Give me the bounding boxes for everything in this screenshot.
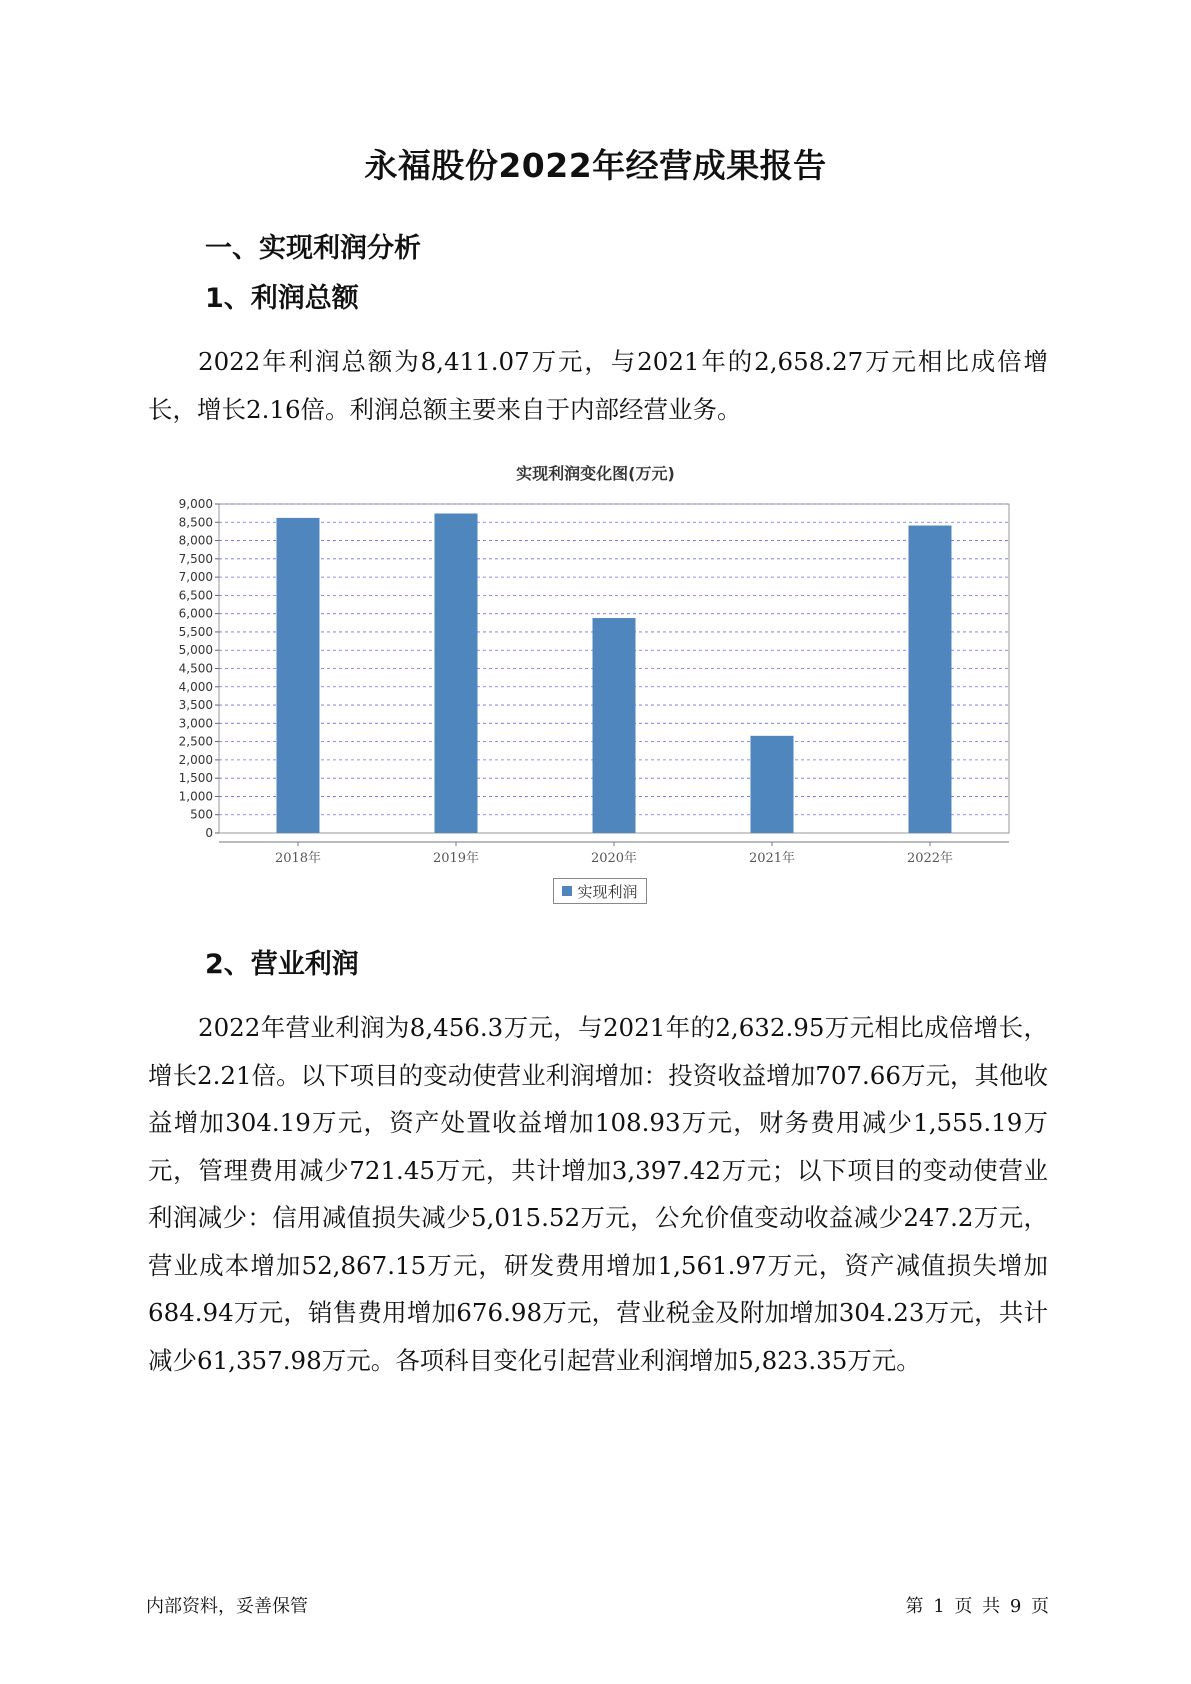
y-tick-label: 9,000 [178, 497, 213, 511]
bar-2019年 [435, 514, 478, 833]
y-tick-label: 3,000 [178, 716, 213, 731]
y-tick-label: 5,500 [178, 624, 213, 639]
y-tick-label: 1,000 [178, 789, 213, 804]
y-tick-label: 8,000 [178, 533, 213, 548]
paragraph-total-profit: 2022年利润总额为8,411.07万元，与2021年的2,658.27万元相比成倍增长，增长2.16倍。利润总额主要来自于内部经营业务。 [148, 347, 1048, 424]
y-tick-label: 2,000 [178, 752, 213, 767]
y-tick-label: 0 [205, 826, 213, 840]
y-tick-label: 8,500 [178, 515, 213, 530]
legend-label: 实现利润 [577, 882, 638, 901]
subheading-total-profit: 1、利润总额 [205, 283, 359, 314]
bar-2018年 [277, 518, 320, 833]
x-tick-label: 2018年 [274, 851, 322, 866]
y-tick-label: 2,500 [178, 734, 213, 749]
y-tick-label: 6,500 [178, 588, 213, 603]
subheading-operating-profit: 2、营业利润 [205, 949, 359, 980]
legend-swatch [562, 886, 572, 896]
document-title: 永福股份2022年经营成果报告 [364, 146, 827, 185]
chart-title: 实现利润变化图(万元) [516, 464, 675, 483]
paragraph-operating-profit: 2022年营业利润为8,456.3万元，与2021年的2,632.95万元相比成倍增长，增长2.21倍。以下项目的变动使营业利润增加：投资收益增加707.66万元，其他收益增加304.19万元，资产处置收益增加108.93万元，财务费用减少1,555.19万元，管理费用减少721.45万元，共计增加3,397.42万元；以下项目的变动使营业利润减少：信用减值损失减少5,015.52万元，公允价值变动收益减少247.2万元，营业成本增加52,867.15万元，研发费用增加1,561.97万元，资产减值损失增加684.94万元，销售费用增加676.98万元，营业税金及附加增加304.23万元，共计减少61,357.98万元。各项科目变化引起营业利润增加5,823.35万元。 [148, 1013, 1048, 1375]
y-tick-label: 1,500 [178, 771, 213, 786]
y-tick-label: 4,000 [178, 679, 213, 694]
section-heading-profit-analysis: 一、实现利润分析 [205, 233, 421, 264]
y-tick-label: 5,000 [178, 643, 213, 658]
y-tick-label: 4,500 [178, 661, 213, 676]
chart-legend [553, 878, 647, 904]
y-tick-label: 3,500 [178, 698, 213, 713]
x-tick-label: 2020年 [590, 851, 638, 866]
y-tick-label: 6,000 [178, 606, 213, 621]
footer-page-number: 第 1 页 共 9 页 [905, 1596, 1049, 1617]
footer-confidential-note: 内部资料，妥善保管 [146, 1596, 308, 1617]
bar-2021年 [751, 736, 794, 833]
y-tick-label: 7,500 [178, 551, 213, 566]
bar-2022年 [909, 526, 952, 833]
bar-2020年 [593, 618, 636, 833]
y-tick-label: 500 [190, 807, 213, 822]
y-tick-label: 7,000 [178, 570, 213, 585]
x-tick-label: 2022年 [906, 851, 954, 866]
x-tick-label: 2019年 [432, 851, 480, 866]
x-tick-label: 2021年 [748, 851, 796, 866]
